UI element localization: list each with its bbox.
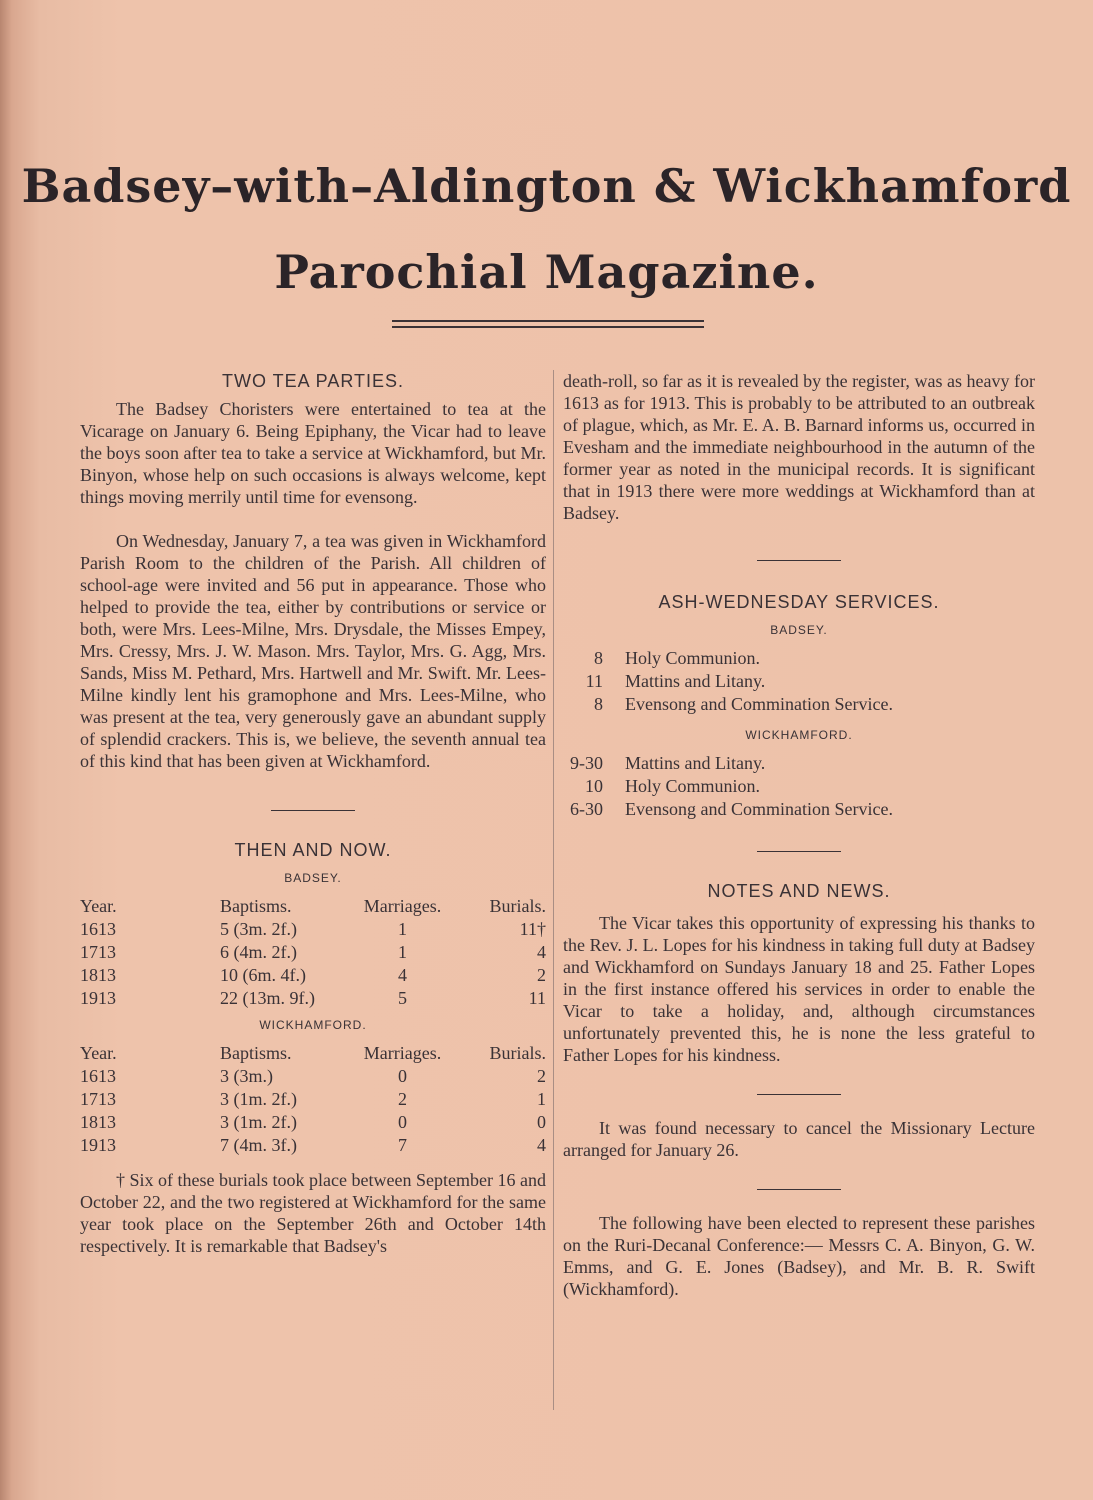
year-cell: 1813 (80, 1112, 116, 1132)
marriages-cell: 1 (398, 919, 407, 939)
wickhamford-register-table (80, 1042, 546, 1157)
burials-cell: 2 (537, 965, 546, 985)
tea-parties-heading: TWO TEA PARTIES. (221, 371, 405, 391)
service-item (563, 670, 1035, 693)
column-divider (553, 370, 554, 1410)
year-cell: 1713 (80, 1089, 116, 1109)
column-header: Marriages. (363, 1043, 442, 1063)
service-time: 10 (585, 776, 603, 796)
marriages-cell: 5 (398, 988, 407, 1008)
column-header: Burials. (489, 896, 546, 916)
table-row (80, 987, 546, 1010)
column-header: Baptisms. (220, 1043, 292, 1063)
baptisms-cell: 3 (1m. 2f.) (220, 1112, 297, 1132)
marriages-cell: 0 (398, 1066, 407, 1086)
service-name: Holy Communion. (625, 648, 761, 668)
baptisms-cell: 3 (3m.) (220, 1066, 273, 1086)
baptisms-cell: 5 (3m. 2f.) (220, 919, 297, 939)
baptisms-cell: 7 (4m. 3f.) (220, 1135, 297, 1155)
masthead-title-line-2: Parochial Magazine. (274, 245, 819, 299)
badsey-services-label: BADSEY. (770, 623, 828, 637)
baptisms-cell: 22 (13m. 9f.) (220, 988, 315, 1008)
marriages-cell: 2 (398, 1089, 407, 1109)
service-time: 9-30 (570, 753, 603, 773)
year-cell: 1913 (80, 988, 116, 1008)
marriages-cell: 0 (398, 1112, 407, 1132)
service-name: Evensong and Commination Service. (625, 799, 893, 819)
badsey-table-label: BADSEY. (284, 871, 342, 885)
tea-parties-paragraph-2: On Wednesday, January 7, a tea was given in Wickhamford Parish Room to the children of the Parish. All children of school-age were invited and 56 put in appearance. Those who helped to provide the tea, either by contributions or service or both, were Mrs. Lees-Milne, Mrs. Drysdale, the Misses Empey, Mrs. Cressy, Mrs. J. W. Mason. Mrs. Taylor, Mrs. G. Agg, Mrs. Sands, Miss M. Pethard, Mrs. Hartwell and Mr. Swift. Mr. Lees-Milne kindly lent his gramophone and Mrs. Lees-Milne, who was present at the tea, very generously gave an abundant supply of splendid crackers. This is, we believe, the seventh annual tea of this kind that has been given at Wickhamford. (80, 531, 546, 771)
service-item (563, 647, 1035, 670)
wickhamford-services-label: WICKHAMFORD. (745, 728, 853, 742)
service-time: 8 (594, 648, 603, 668)
service-time: 11 (585, 671, 603, 691)
ash-wednesday-heading: ASH-WEDNESDAY SERVICES. (658, 592, 940, 612)
column-header: Baptisms. (220, 896, 292, 916)
baptisms-cell: 3 (1m. 2f.) (220, 1089, 297, 1109)
burials-cell: 4 (537, 942, 546, 962)
table-row (80, 918, 546, 941)
column-header: Year. (80, 1043, 117, 1063)
service-time: 8 (594, 694, 603, 714)
table-header-row (80, 895, 546, 918)
notes-news-heading: NOTES AND NEWS. (707, 881, 891, 901)
baptisms-cell: 10 (6m. 4f.) (220, 965, 306, 985)
year-cell: 1813 (80, 965, 116, 985)
service-item (563, 752, 1035, 775)
table-row (80, 964, 546, 987)
burials-footnote: † Six of these burials took place between September 16 and October 22, and the two registered at Wickhamford for the same year took place on the September 26th and October 14th respectively. It is remarkable that Badsey's (80, 1170, 546, 1256)
table-header-row (80, 1042, 546, 1065)
service-name: Holy Communion. (625, 776, 761, 796)
tea-parties-paragraph-1: The Badsey Choristers were entertained to tea at the Vicarage on January 6. Being Epiphany, the Vicar had to leave the boys soon after tea to take a service at Wickhamford, but Mr. Binyon, whose help on such occasions is always welcome, kept things moving merrily until time for evensong. (80, 399, 546, 507)
burials-cell: 1 (537, 1089, 546, 1109)
wickhamford-table-label: WICKHAMFORD. (259, 1018, 367, 1032)
year-cell: 1713 (80, 942, 116, 962)
column-header: Marriages. (363, 896, 442, 916)
table-row (80, 1065, 546, 1088)
service-name: Evensong and Commination Service. (625, 694, 893, 714)
year-cell: 1613 (80, 919, 116, 939)
marriages-cell: 4 (398, 965, 407, 985)
table-row (80, 941, 546, 964)
masthead-double-rule (392, 320, 704, 328)
badsey-register-table (80, 895, 546, 1010)
burials-cell: 4 (537, 1135, 546, 1155)
masthead (0, 150, 1093, 308)
service-name: Mattins and Litany. (625, 753, 766, 773)
table-row (80, 1111, 546, 1134)
service-item (563, 798, 1035, 821)
right-column (563, 370, 1035, 1300)
burials-cell: 2 (537, 1066, 546, 1086)
marriages-cell: 1 (398, 942, 407, 962)
table-row (80, 1088, 546, 1111)
burials-cell: 0 (537, 1112, 546, 1132)
service-name: Mattins and Litany. (625, 671, 766, 691)
column-header: Burials. (489, 1043, 546, 1063)
service-item (563, 693, 1035, 716)
notes-news-paragraph-2: It was found necessary to cancel the Missionary Lecture arranged for January 26. (563, 1118, 1035, 1160)
masthead-title-line-1: Badsey–with–Aldington & Wickhamford (21, 159, 1072, 213)
then-and-now-heading: THEN AND NOW. (234, 840, 392, 860)
table-row (80, 1134, 546, 1157)
baptisms-cell: 6 (4m. 2f.) (220, 942, 297, 962)
notes-news-paragraph-3: The following have been elected to represent these parishes on the Ruri-Decanal Conference:— Messrs C. A. Binyon, G. W. Emms, and G. E. Jones (Badsey), and Mr. B. R. Swift (Wickhamford). (563, 1213, 1035, 1299)
year-cell: 1613 (80, 1066, 116, 1086)
continuation-paragraph: death-roll, so far as it is revealed by the register, was as heavy for 1613 as for 1913. This is probably to be attributed to an outbreak of plague, which, as Mr. E. A. B. Barnard informs us, occurred in Evesham and the immediate neighbourhood in the autumn of the former year as noted in the municipal records. It is significant that in 1913 there were more weddings at Wickhamford than at Badsey. (563, 371, 1035, 523)
service-item (563, 775, 1035, 798)
year-cell: 1913 (80, 1135, 116, 1155)
notes-news-paragraph-1: The Vicar takes this opportunity of expressing his thanks to the Rev. J. L. Lopes for his kindness in taking full duty at Badsey and Wickhamford on Sundays January 18 and 25. Father Lopes in the first instance offered his services in order to enable the Vicar to take a holiday, and, although circumstances unfortunately prevented this, he is none the less grateful to Father Lopes for his kindness. (563, 913, 1035, 1065)
left-column (80, 370, 546, 1257)
burials-cell: 11 (528, 988, 546, 1008)
marriages-cell: 7 (398, 1135, 407, 1155)
burials-cell: 11† (519, 919, 546, 939)
column-header: Year. (80, 896, 117, 916)
service-time: 6-30 (570, 799, 603, 819)
